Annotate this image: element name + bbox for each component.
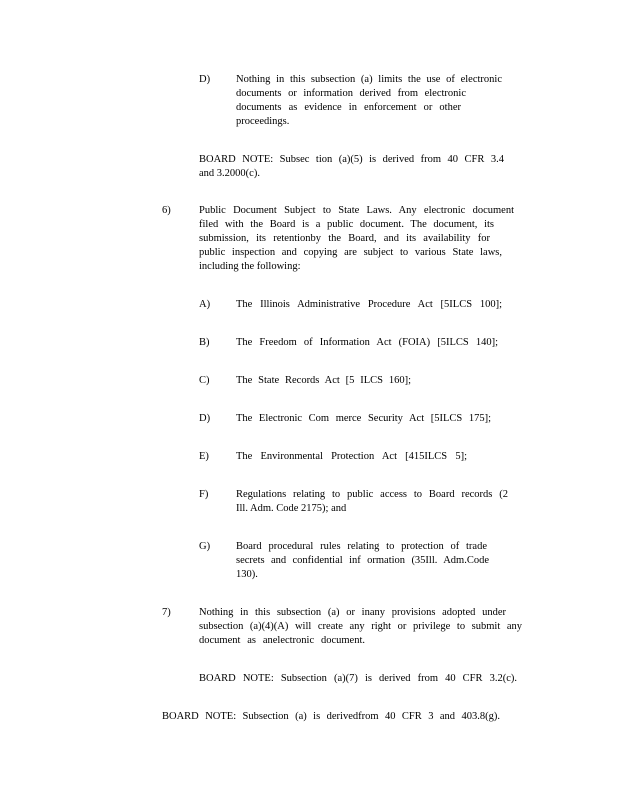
board-note-7-line: BOARD NOTE: Subsection (a)(7) is derived from 40 CFR 3.2(c). bbox=[199, 673, 517, 684]
sub-item-b-label: B) bbox=[199, 337, 210, 348]
item-6-label: 6) bbox=[162, 205, 171, 216]
item-5d-line: Nothing in this subsection (a) limits the use of electronic bbox=[236, 74, 502, 85]
sub-item-d-text: The Electronic Com merce Security Act [5ILCS 175]; bbox=[236, 413, 491, 424]
sub-item-a-label: A) bbox=[199, 299, 211, 310]
sub-item-g-text: secrets and confidential inf ormation (35Ill. Adm.Code bbox=[236, 555, 489, 566]
item-5d-line: documents as evidence in enforcement or other bbox=[236, 102, 461, 113]
item-6-line: including the following: bbox=[199, 261, 301, 272]
sub-item-f-label: F) bbox=[199, 489, 209, 500]
sub-item-b-text: The Freedom of Information Act (FOIA) [5ILCS 140]; bbox=[236, 337, 498, 348]
sub-item-g-label: G) bbox=[199, 541, 211, 552]
item-6-line: submission, its retentionby the Board, and its availability for bbox=[199, 233, 490, 244]
board-note-5-line: BOARD NOTE: Subsec tion (a)(5) is derived from 40 CFR 3.4 bbox=[199, 154, 504, 165]
sub-item-g-text: 130). bbox=[236, 569, 258, 580]
sub-item-c-text: The State Records Act [5 ILCS 160]; bbox=[236, 375, 411, 386]
item-6-line: Public Document Subject to State Laws. Any electronic document bbox=[199, 205, 514, 216]
item-7-label: 7) bbox=[162, 607, 171, 618]
sub-item-e-label: E) bbox=[199, 451, 209, 462]
item-7-line: document as anelectronic document. bbox=[199, 635, 365, 646]
item-6-line: filed with the Board is a public document. The document, its bbox=[199, 219, 494, 230]
sub-item-d-label: D) bbox=[199, 413, 211, 424]
sub-item-g-text: Board procedural rules relating to protection of trade bbox=[236, 541, 487, 552]
board-note-final-line: BOARD NOTE: Subsection (a) is derivedfrom 40 CFR 3 and 403.8(g). bbox=[162, 711, 500, 722]
item-6-line: public inspection and copying are subject to various State laws, bbox=[199, 247, 502, 258]
sub-item-e-text: The Environmental Protection Act [415ILCS 5]; bbox=[236, 451, 467, 462]
item-5d-label: D) bbox=[199, 74, 211, 85]
sub-item-a-text: The Illinois Administrative Procedure Act [5ILCS 100]; bbox=[236, 299, 502, 310]
sub-item-f-text: Regulations relating to public access to Board records (2 bbox=[236, 489, 508, 500]
board-note-5-line: and 3.2000(c). bbox=[199, 168, 260, 179]
sub-item-f-text: Ill. Adm. Code 2175); and bbox=[236, 503, 347, 514]
sub-item-c-label: C) bbox=[199, 375, 210, 386]
item-7-line: Nothing in this subsection (a) or inany provisions adopted under bbox=[199, 607, 506, 618]
item-7-line: subsection (a)(4)(A) will create any right or privilege to submit any bbox=[199, 621, 522, 632]
item-5d-line: proceedings. bbox=[236, 116, 290, 127]
item-5d-line: documents or information derived from electronic bbox=[236, 88, 466, 99]
